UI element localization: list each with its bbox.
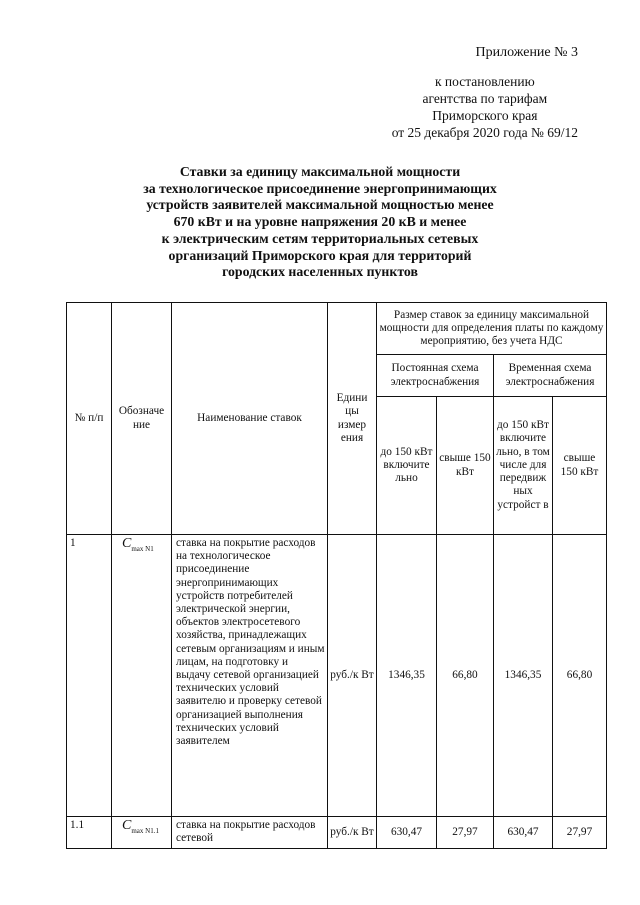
header-line: к постановлению — [434, 74, 535, 89]
appendix-header — [392, 44, 578, 141]
row-temp-over150: 27,97 — [553, 817, 607, 849]
title-line: городских населенных пунктов — [222, 264, 418, 280]
row-num: 1.1 — [67, 817, 112, 849]
appendix-number: Приложение № 3 — [475, 45, 578, 60]
row-num: 1 — [67, 535, 112, 817]
table-row — [67, 817, 607, 849]
row-unit: руб./к Вт — [328, 817, 377, 849]
rates-table — [66, 302, 607, 849]
header-line: агентства по тарифам — [422, 91, 548, 106]
row-temp-over150: 66,80 — [553, 535, 607, 817]
header-rate-group: Размер ставок за единицу максимальной мощности для определения платы по каждому мероприятию, без учета НДС — [377, 303, 607, 355]
header-name: Наименование ставок — [172, 303, 328, 535]
header-temp-upto150: до 150 кВт включите льно, в том числе для передвиж ных устройст в — [494, 397, 553, 535]
document-title — [80, 164, 560, 281]
header-line: от 25 декабря 2020 года № 69/12 — [391, 125, 578, 140]
row-perm-over150: 27,97 — [437, 817, 494, 849]
row-name: ставка на покрытие расходов на технологическое присоединение энергопринимающих устройств потребителей электрической энергии, объектов электросетевого хозяйства, принадлежащих сетевым организациям и иным лицам, на подготовку и выдачу сетевой организацией технических условий заявителю и проверку сетевой организацией выполнения технических условий заявителем — [172, 535, 328, 817]
header-line: Приморского края — [432, 108, 538, 123]
row-perm-over150: 66,80 — [437, 535, 494, 817]
row-name: ставка на покрытие расходов сетевой — [172, 817, 328, 849]
title-line: устройств заявителей максимальной мощностью менее — [146, 197, 494, 213]
header-permanent: Постоянная схема электроснабжения — [377, 355, 494, 397]
header-num: № п/п — [67, 303, 112, 535]
row-temp-upto150: 1346,35 — [494, 535, 553, 817]
title-line: к электрическим сетям территориальных сетевых — [161, 230, 479, 246]
title-line: Ставки за единицу максимальной мощности — [179, 164, 461, 179]
table-row — [67, 535, 607, 817]
row-unit: руб./к Вт — [328, 535, 377, 817]
title-line: за технологическое присоединение энергопринимающих — [143, 180, 497, 196]
row-symbol: $C_{max N1}$ — [112, 535, 172, 817]
header-temp-over150: свыше 150 кВт — [553, 397, 607, 535]
header-perm-over150: свыше 150 кВт — [437, 397, 494, 535]
row-perm-upto150: 1346,35 — [377, 535, 437, 817]
header-designation: Обозначе ние — [112, 303, 172, 535]
title-line: 670 кВт и на уровне напряжения 20 кВ и менее — [173, 214, 467, 230]
row-temp-upto150: 630,47 — [494, 817, 553, 849]
header-unit: Едини цы измер ения — [328, 303, 377, 535]
title-line: организаций Приморского края для территорий — [168, 247, 472, 263]
row-perm-upto150: 630,47 — [377, 817, 437, 849]
row-symbol: $C_{max N1.1}$ — [112, 817, 172, 849]
header-perm-upto150: до 150 кВт включите льно — [377, 397, 437, 535]
header-temporary: Временная схема электроснабжения — [494, 355, 607, 397]
